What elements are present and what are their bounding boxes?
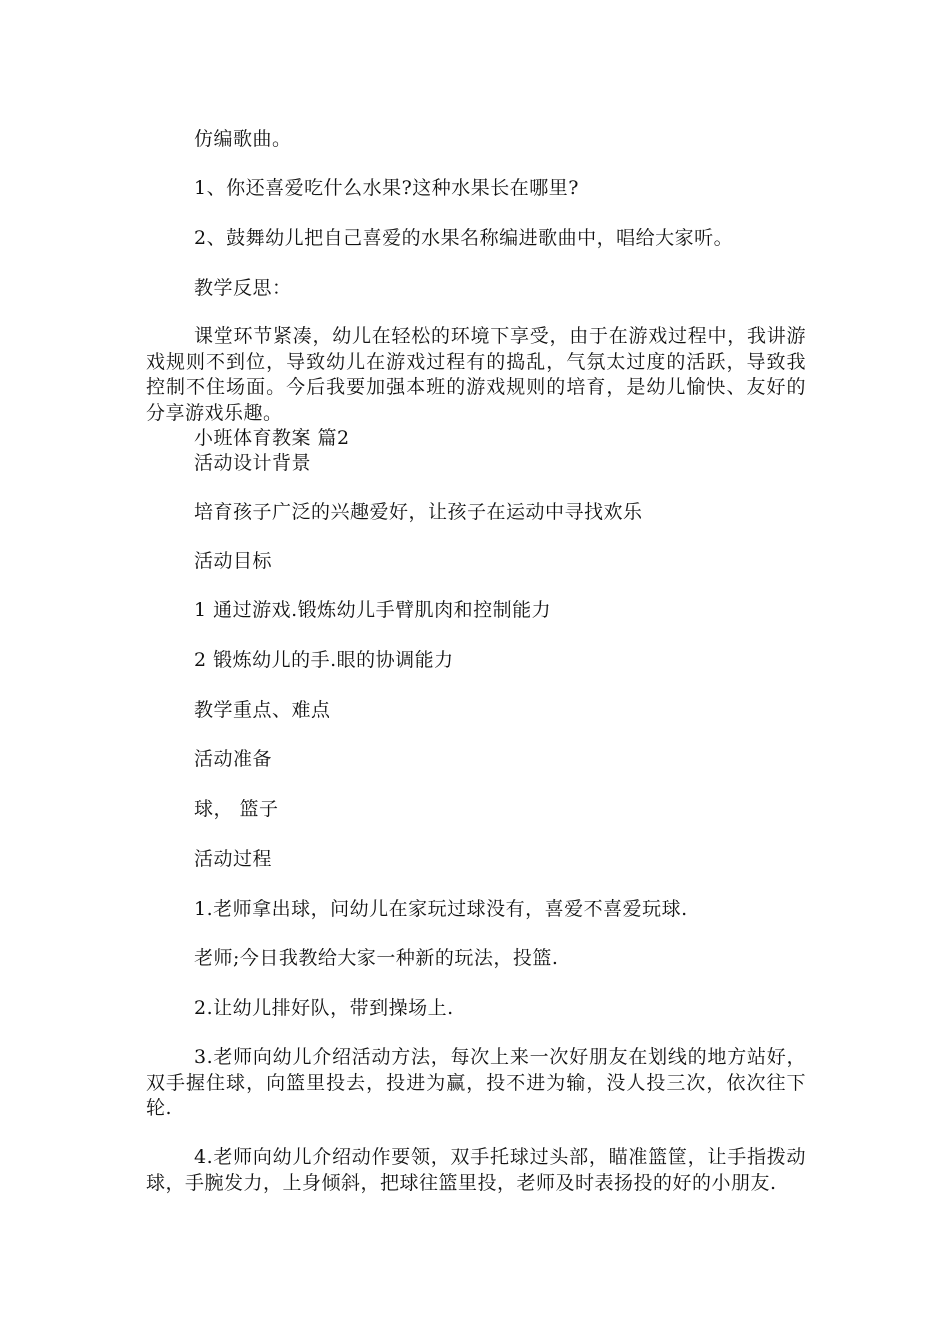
reflection-heading: 教学反思：	[194, 277, 292, 299]
goal-2: 2 锻炼幼儿的手.眼的协调能力	[194, 649, 454, 671]
background-text: 培育孩子广泛的兴趣爱好，让孩子在运动中寻找欢乐	[194, 501, 643, 523]
section-title: 小班体育教案 篇2	[194, 427, 350, 449]
question-2: 2、鼓舞幼儿把自己喜爱的水果名称编进歌曲中，唱给大家听。	[194, 227, 734, 249]
reflection-paragraph: 课堂环节紧凑，幼儿在轻松的环境下享受，由于在游戏过程中，我讲游戏规则不到位，导致幼儿在游戏过程有的捣乱，气氛太过度的活跃，导致我控制不住场面。今后我要加强本班的游戏规则的培育，是幼儿愉快、友好的分享游戏乐趣。	[146, 325, 806, 424]
background-heading: 活动设计背景	[194, 452, 312, 474]
step-2: 2.让幼儿排好队，带到操场上.	[194, 997, 454, 1019]
keypoints-heading: 教学重点、难点	[194, 699, 331, 721]
step-4: 4.老师向幼儿介绍动作要领，双手托球过头部，瞄准篮筐，让手指拨动球，手腕发力，上身倾斜，把球往篮里投，老师及时表扬投的好的小朋友.	[146, 1146, 806, 1194]
process-heading: 活动过程	[194, 848, 273, 870]
text-line: 仿编歌曲。	[194, 128, 292, 150]
step-1: 1.老师拿出球，问幼儿在家玩过球没有，喜爱不喜爱玩球.	[194, 898, 688, 920]
question-1: 1、你还喜爱吃什么水果?这种水果长在哪里?	[194, 177, 579, 199]
step-1-note: 老师;今日我教给大家一种新的玩法，投篮.	[194, 947, 559, 969]
prep-items: 球， 篮子	[194, 798, 279, 820]
step-3: 3.老师向幼儿介绍活动方法，每次上来一次好朋友在划线的地方站好，双手握住球，向篮里投去，投进为赢，投不进为输，没人投三次，依次往下轮.	[146, 1046, 806, 1119]
goal-1: 1 通过游戏.锻炼幼儿手臂肌肉和控制能力	[194, 599, 552, 621]
goals-heading: 活动目标	[194, 550, 273, 572]
prep-heading: 活动准备	[194, 748, 273, 770]
